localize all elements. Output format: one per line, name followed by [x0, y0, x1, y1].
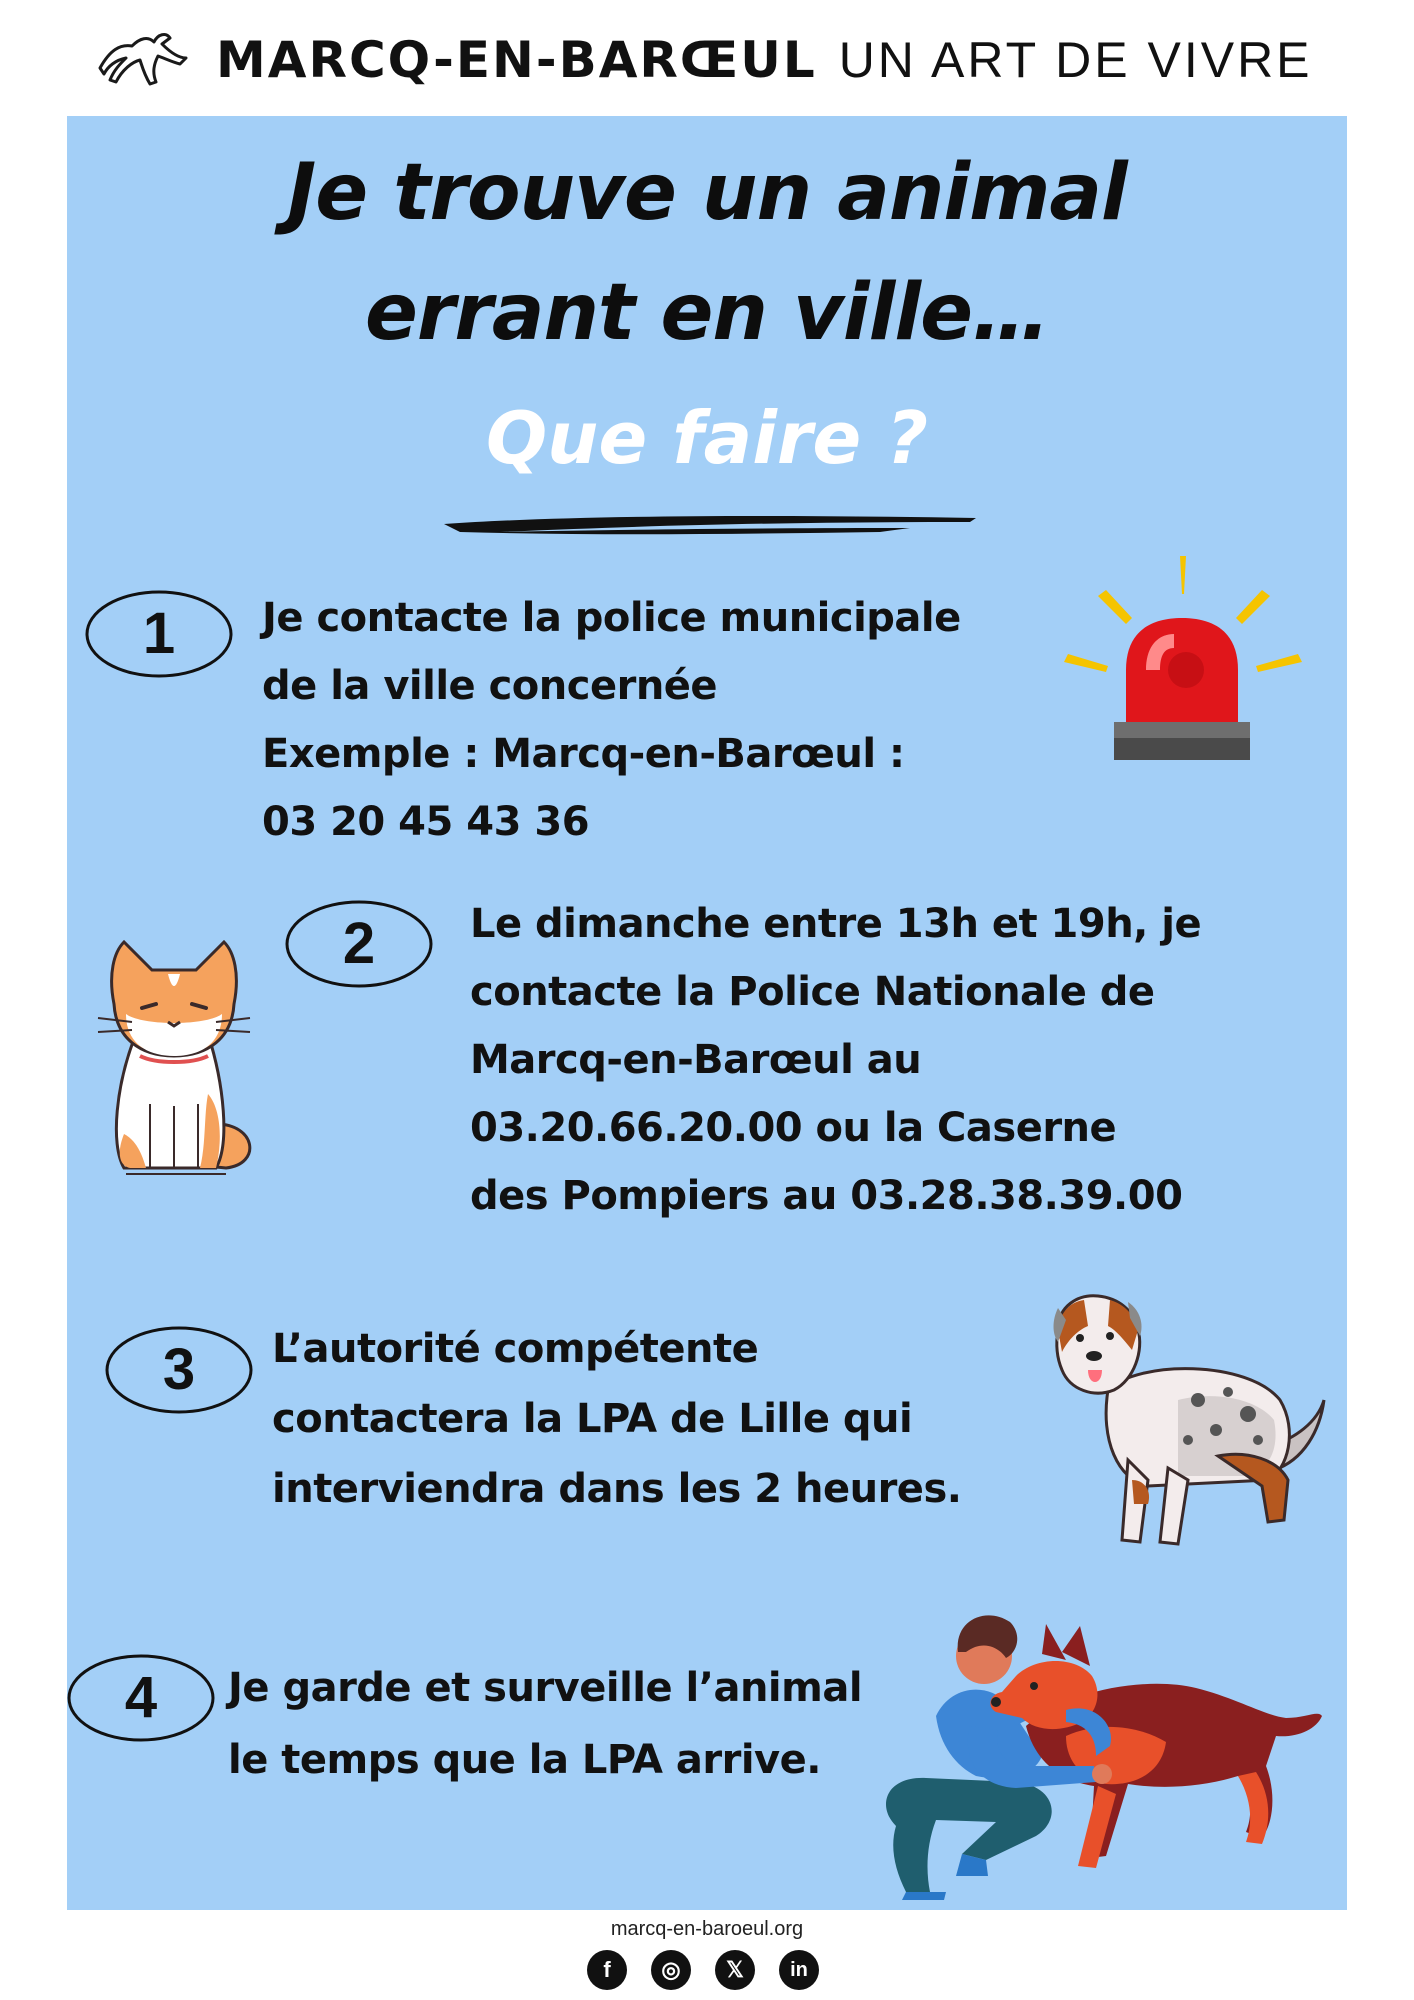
- step-3-line-2: contactera la LPA de Lille qui: [272, 1396, 913, 1442]
- step-3-line-3: interviendra dans les 2 heures.: [272, 1466, 962, 1512]
- step-4-number-badge: [66, 1652, 216, 1744]
- step-4-line-2: le temps que la LPA arrive.: [228, 1737, 821, 1783]
- step-2-line-1: Le dimanche entre 13h et 19h, je: [470, 901, 1202, 947]
- step-1-line-2: de la ville concernée: [262, 663, 718, 709]
- brand-tagline: UN ART DE VIVRE: [838, 32, 1313, 88]
- poster-title-line-2: errant en ville…: [365, 268, 1049, 358]
- step-2-line-3: Marcq-en-Barœul au: [470, 1037, 922, 1083]
- social-links: [587, 1950, 827, 1992]
- step-4-number: 4: [124, 1665, 158, 1730]
- dog-icon: [1048, 1290, 1328, 1560]
- brush-underline-divider: [440, 510, 980, 540]
- step-1-line-1: Je contacte la police municipale: [262, 595, 961, 641]
- step-3-line-1: L’autorité compétente: [272, 1326, 759, 1372]
- step-4-line-1: Je garde et surveille l’animal: [228, 1665, 863, 1711]
- step-1-text: [262, 584, 961, 856]
- x-icon[interactable]: 𝕏: [715, 1950, 755, 1990]
- step-2-number-badge: [284, 898, 434, 990]
- step-3-text: [272, 1314, 961, 1524]
- instagram-icon[interactable]: ◎: [651, 1950, 691, 1990]
- step-1-line-4: 03 20 45 43 36: [262, 799, 590, 845]
- facebook-icon[interactable]: f: [587, 1950, 627, 1990]
- person-with-dog-icon: [866, 1606, 1322, 1900]
- step-1-line-3: Exemple : Marcq-en-Barœul :: [262, 731, 905, 777]
- step-2-line-5: des Pompiers au 03.28.38.39.00: [470, 1173, 1183, 1219]
- website-url[interactable]: marcq-en-baroeul.org: [610, 1918, 804, 1940]
- brand-title: [216, 30, 1313, 90]
- cat-icon: [96, 934, 260, 1180]
- step-2-line-2: contacte la Police Nationale de: [470, 969, 1155, 1015]
- step-3-number: 3: [162, 1337, 196, 1402]
- step-1-number: 1: [142, 601, 176, 666]
- step-4-text: [228, 1652, 862, 1796]
- brand-name: MARCQ-EN-BARŒUL: [216, 31, 817, 89]
- header: [0, 0, 1414, 115]
- poster-title-line-1: Je trouve un animal: [287, 148, 1127, 238]
- horse-logo-icon: [96, 28, 190, 88]
- step-3-number-badge: [104, 1324, 254, 1416]
- step-1-number-badge: [84, 588, 234, 680]
- step-2-line-4: 03.20.66.20.00 ou la Caserne: [470, 1105, 1117, 1151]
- step-2-number: 2: [342, 911, 376, 976]
- siren-icon: [1062, 552, 1302, 777]
- poster-subtitle: Que faire ?: [485, 396, 929, 480]
- linkedin-icon[interactable]: in: [779, 1950, 819, 1990]
- step-2-text: [470, 890, 1201, 1230]
